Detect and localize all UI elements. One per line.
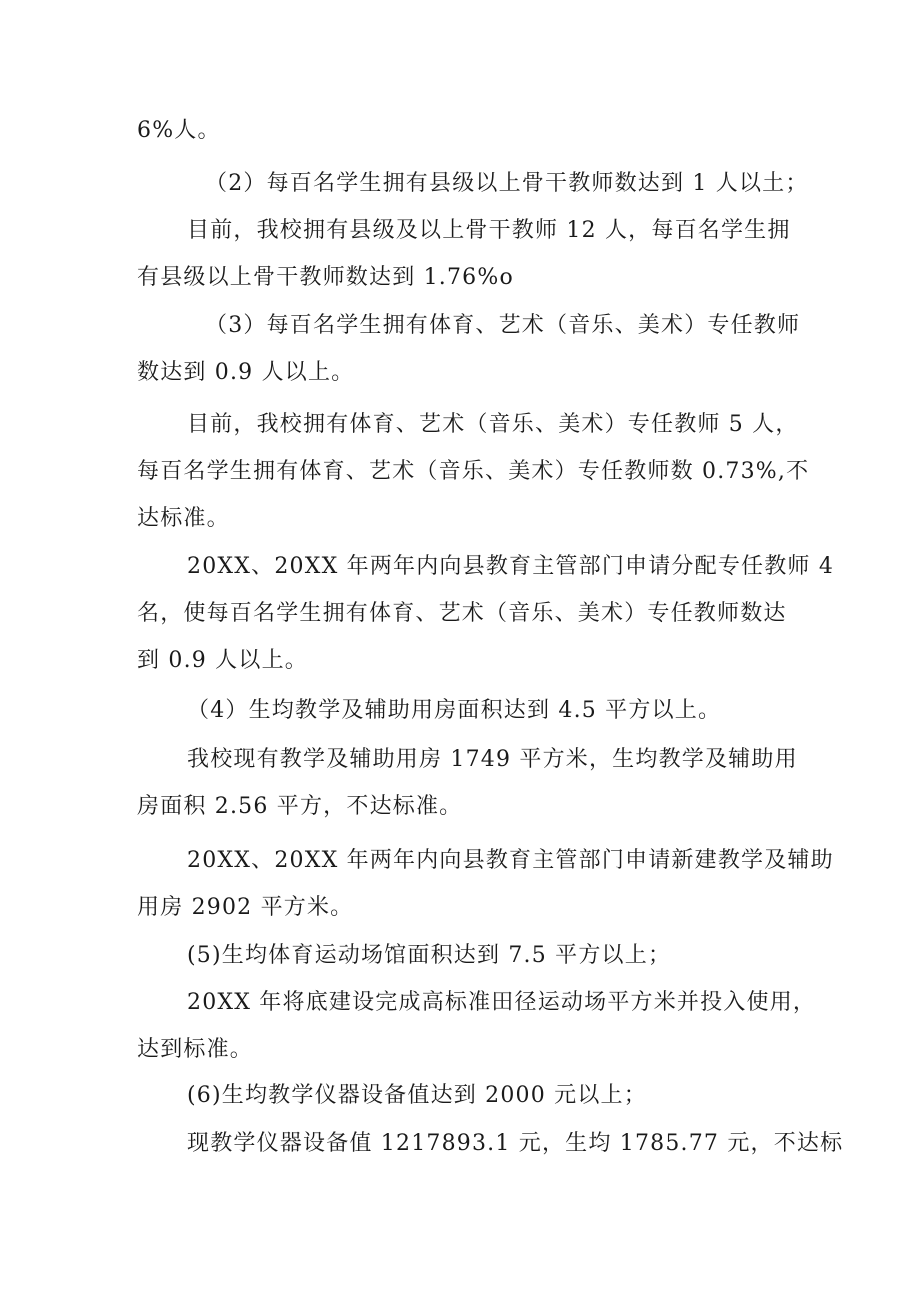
paragraph-line: （3）每百名学生拥有体育、艺术（音乐、美术）专任教师 — [205, 313, 801, 338]
paragraph-line: 有县级以上骨干教师数达到 1.76%o — [137, 265, 514, 290]
paragraph-6 — [137, 543, 835, 684]
paragraph-4-heading — [137, 302, 801, 396]
paragraph-5 — [137, 401, 810, 542]
paragraph-line: 目前，我校拥有体育、艺术（音乐、美术）专任教师 5 人， — [187, 412, 799, 437]
paragraph-line: 房面积 2.56 平方，不达标准。 — [137, 794, 463, 819]
paragraph-12-heading — [137, 1072, 797, 1119]
paragraph-13 — [137, 1120, 844, 1167]
paragraph-line: （2）每百名学生拥有县级以上骨干教师数达到 1 人以土； — [205, 171, 809, 196]
paragraph-3 — [137, 207, 797, 301]
paragraph-line: 20XX、20XX 年两年内向县教育主管部门申请分配专任教师 4 — [187, 554, 835, 579]
paragraph-7-heading — [137, 687, 797, 734]
paragraph-line: （4）生均教学及辅助用房面积达到 4.5 平方以上。 — [187, 698, 722, 723]
paragraph-10-heading — [137, 932, 797, 979]
paragraph-8 — [137, 736, 797, 830]
paragraph-line: 用房 2902 平方米。 — [137, 895, 354, 920]
paragraph-line: (6)生均教学仪器设备值达到 2000 元以上； — [187, 1083, 647, 1108]
paragraph-line: 每百名学生拥有体育、艺术（音乐、美术）专任教师数 0.73%,不 — [137, 459, 810, 484]
paragraph-line: 达到标准。 — [137, 1037, 254, 1062]
paragraph-line: 20XX 年将底建设完成高标准田径运动场平方米并投入使用， — [187, 990, 817, 1015]
paragraph-2-heading — [137, 160, 809, 207]
paragraph-line: 我校现有教学及辅助用房 1749 平方米，生均教学及辅助用 — [187, 747, 798, 772]
paragraph-1 — [137, 107, 797, 154]
paragraph-9 — [137, 837, 834, 931]
paragraph-line: 数达到 0.9 人以上。 — [137, 360, 355, 385]
paragraph-11 — [137, 979, 817, 1073]
paragraph-line: 20XX、20XX 年两年内向县教育主管部门申请新建教学及辅助 — [187, 848, 834, 873]
paragraph-line: 到 0.9 人以上。 — [137, 648, 308, 673]
paragraph-line: 名，使每百名学生拥有体育、艺术（音乐、美术）专任教师数达 — [137, 601, 787, 626]
paragraph-line: 达标准。 — [137, 506, 230, 531]
paragraph-line: 目前，我校拥有县级及以上骨干教师 12 人，每百名学生拥 — [187, 218, 791, 243]
paragraph-line: (5)生均体育运动场馆面积达到 7.5 平方以上； — [187, 943, 672, 968]
paragraph-line: 现教学仪器设备值 1217893.1 元，生均 1785.77 元，不达标 — [187, 1131, 844, 1156]
paragraph-line: 6%人。 — [137, 118, 221, 143]
